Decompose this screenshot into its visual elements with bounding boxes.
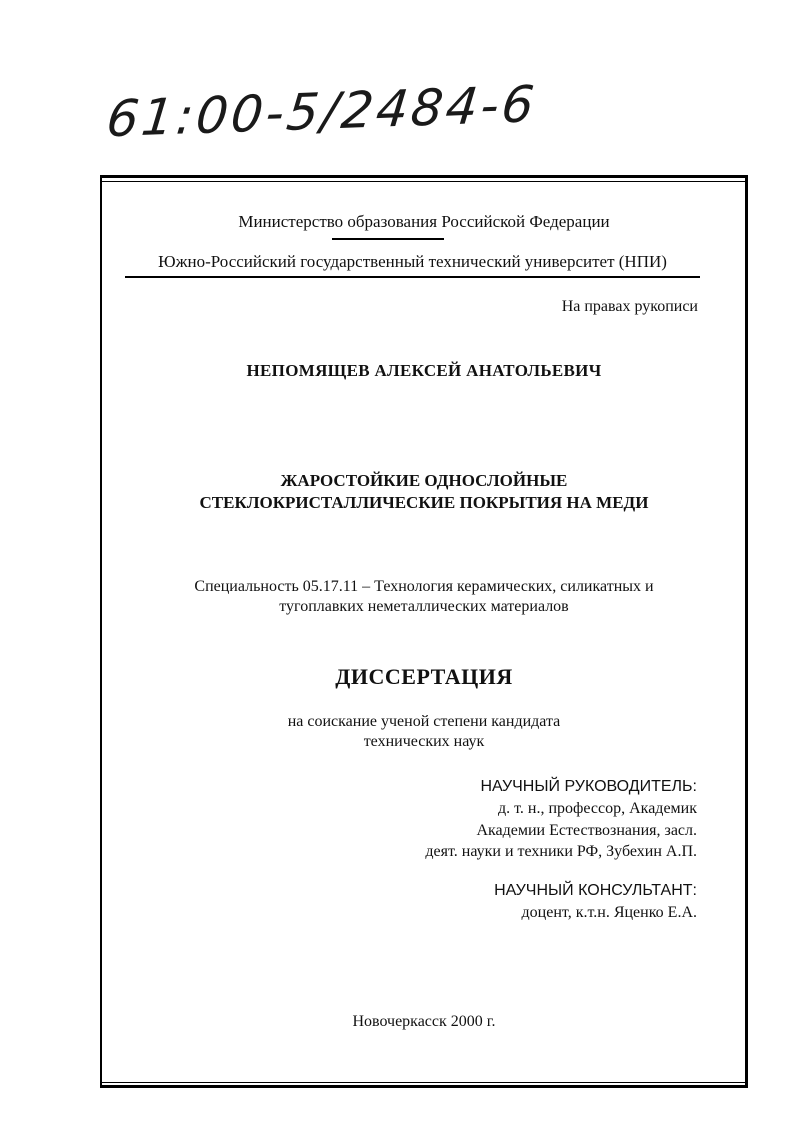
consultant-line-1: доцент, к.т.н. Яценко Е.А.	[521, 904, 697, 921]
ministry-divider	[332, 238, 444, 240]
archive-mark: 61:00-5/2484-6	[103, 74, 540, 149]
supervisor-heading: НАУЧНЫЙ РУКОВОДИТЕЛЬ:	[480, 778, 697, 795]
manuscript-note: На правах рукописи	[561, 298, 698, 315]
supervisor-line-3: деят. науки и техники РФ, Зубехин А.П.	[425, 843, 697, 860]
supervisor-line-2: Академии Естествознания, засл.	[476, 822, 697, 839]
thesis-title-line-2: СТЕКЛОКРИСТАЛЛИЧЕСКИЕ ПОКРЫТИЯ НА МЕДИ	[199, 493, 649, 512]
author-name: НЕПОМЯЩЕВ АЛЕКСЕЙ АНАТОЛЬЕВИЧ	[246, 361, 602, 380]
degree-line-2: технических наук	[363, 733, 485, 750]
frame-divider-bottom	[100, 1082, 748, 1083]
ministry-name: Министерство образования Российской Федерации	[238, 212, 610, 231]
frame-divider-top	[102, 181, 746, 182]
thesis-title-line-1: ЖАРОСТОЙКИЕ ОДНОСЛОЙНЫЕ	[280, 471, 568, 490]
university-name: Южно-Российский государственный технический университет (НПИ)	[158, 252, 667, 271]
degree-line-1: на соискание ученой степени кандидата	[287, 713, 561, 730]
university-divider	[125, 276, 700, 278]
specialty-line-1: Специальность 05.17.11 – Технология керамических, силикатных и	[194, 578, 654, 595]
document-type: ДИССЕРТАЦИЯ	[335, 664, 513, 689]
supervisor-line-1: д. т. н., профессор, Академик	[497, 800, 697, 817]
consultant-heading: НАУЧНЫЙ КОНСУЛЬТАНТ:	[494, 882, 697, 899]
specialty-line-2: тугоплавких неметаллических материалов	[279, 598, 569, 615]
city-year: Новочеркасск 2000 г.	[352, 1013, 496, 1030]
